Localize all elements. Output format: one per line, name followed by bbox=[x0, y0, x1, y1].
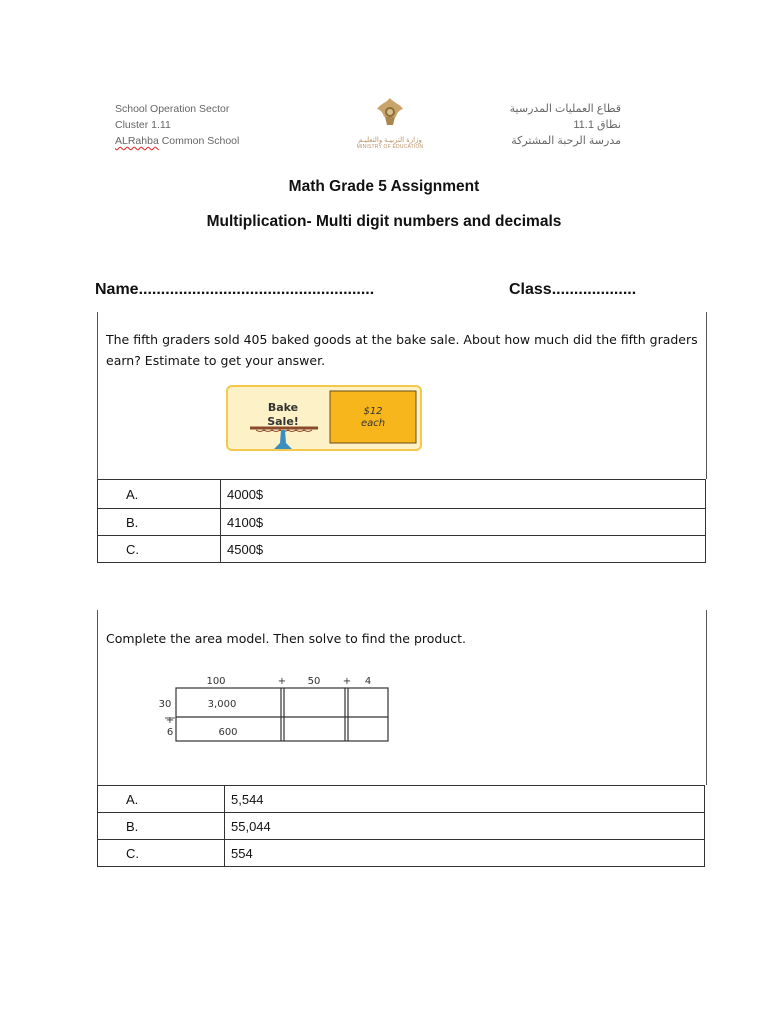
question-1-options bbox=[97, 479, 706, 563]
option-value: 4100$ bbox=[221, 509, 706, 536]
option-row[interactable] bbox=[98, 813, 705, 840]
option-row[interactable] bbox=[98, 786, 705, 813]
top-label-4: 4 bbox=[364, 676, 372, 687]
school-name-rest: Common School bbox=[158, 135, 240, 147]
question-1-text: The fifth graders sold 405 baked goods at the bake sale. About how much did the fifth graders earn? Estimate to get your answer. bbox=[106, 332, 698, 368]
school-line-ar: مدرسة الرحبة المشتركة bbox=[511, 135, 621, 147]
school-info-arabic bbox=[510, 101, 621, 149]
ministry-logo bbox=[350, 95, 430, 155]
option-value: 5,544 bbox=[225, 786, 705, 813]
cluster-line-ar: نطاق 11.1 bbox=[573, 119, 621, 131]
option-value: 4500$ bbox=[221, 536, 706, 563]
option-letter: B. bbox=[98, 813, 225, 840]
top-plus-2: + bbox=[342, 676, 352, 687]
cell-3000: 3,000 bbox=[207, 699, 237, 710]
page-title: Math Grade 5 Assignment bbox=[288, 178, 480, 195]
emblem-icon bbox=[372, 95, 408, 131]
bake-sale-image bbox=[226, 385, 422, 451]
bake-text: Bake bbox=[267, 401, 299, 414]
area-model bbox=[150, 670, 395, 745]
school-line bbox=[115, 133, 239, 149]
question-2-text: Complete the area model. Then solve to find the product. bbox=[106, 631, 467, 646]
top-label-50: 50 bbox=[307, 676, 321, 687]
school-info bbox=[115, 101, 239, 149]
option-row[interactable] bbox=[98, 509, 706, 536]
model-outline bbox=[176, 688, 388, 741]
option-letter: B. bbox=[98, 509, 221, 536]
option-row[interactable] bbox=[98, 840, 705, 867]
cell-600: 600 bbox=[218, 727, 238, 738]
ministry-english: MINISTRY OF EDUCATION bbox=[356, 144, 424, 150]
option-value: 4000$ bbox=[221, 480, 706, 509]
option-letter: C. bbox=[98, 840, 225, 867]
option-letter: A. bbox=[98, 786, 225, 813]
name-field: Name..................................................... bbox=[95, 281, 375, 298]
cluster-line: Cluster 1.11 bbox=[115, 119, 171, 131]
top-label-100: 100 bbox=[206, 676, 226, 687]
option-value: 55,044 bbox=[225, 813, 705, 840]
sector-line-ar: قطاع العمليات المدرسية bbox=[509, 103, 621, 115]
question-2-options bbox=[97, 785, 705, 867]
option-row[interactable] bbox=[98, 480, 706, 509]
top-plus-1: + bbox=[277, 676, 287, 687]
ministry-arabic: وزارة التربيـة والتعليـم bbox=[358, 137, 422, 144]
option-letter: C. bbox=[98, 536, 221, 563]
school-name-part: ALRahba bbox=[115, 135, 159, 147]
option-letter: A. bbox=[98, 480, 221, 509]
each-text: each bbox=[360, 418, 386, 429]
sector-line: School Operation Sector bbox=[115, 103, 230, 115]
left-label-30: 30 bbox=[158, 699, 172, 710]
price-text: $12 bbox=[363, 406, 383, 417]
class-field: Class................... bbox=[509, 281, 637, 298]
option-value: 554 bbox=[225, 840, 705, 867]
left-plus: + bbox=[165, 715, 175, 726]
sale-text: Sale! bbox=[267, 415, 299, 428]
page-subtitle: Multiplication- Multi digit numbers and decimals bbox=[206, 213, 562, 230]
left-label-6: 6 bbox=[166, 727, 174, 738]
option-row[interactable] bbox=[98, 536, 706, 563]
